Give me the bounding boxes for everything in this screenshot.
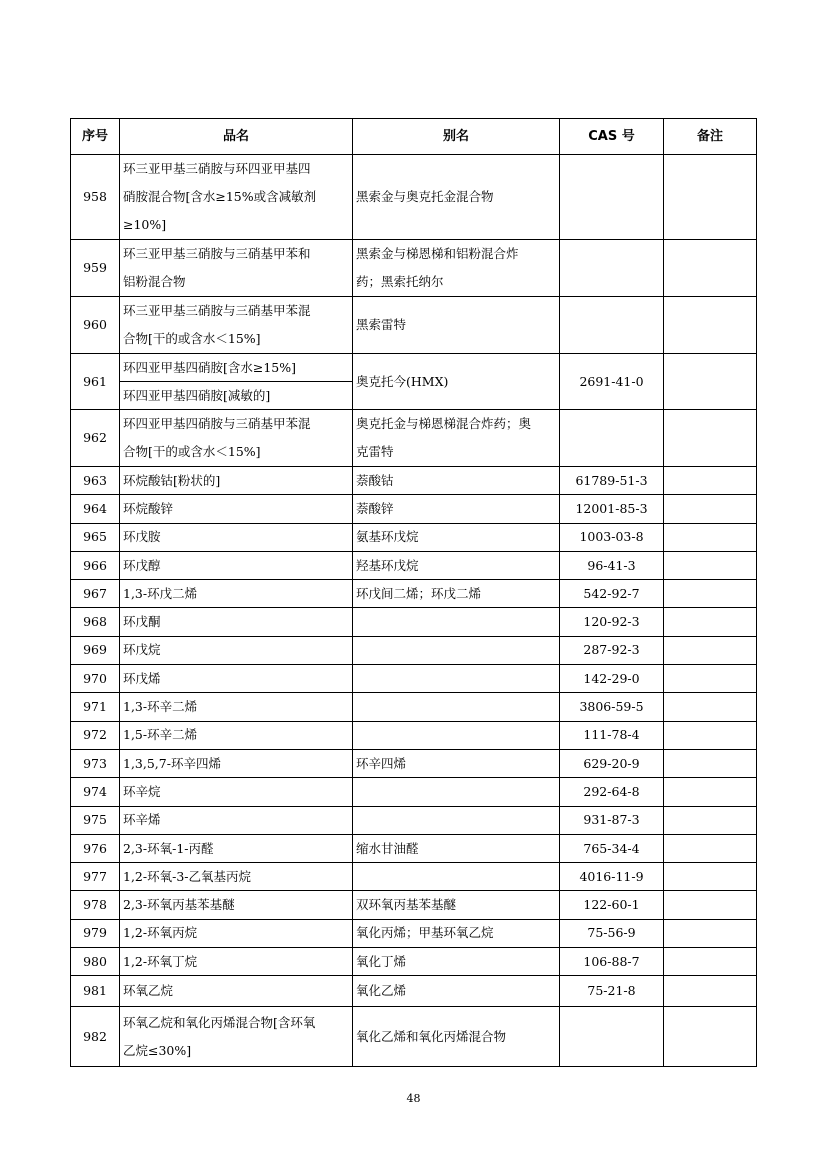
cell-name-line: 环氧乙烷和氧化丙烯混合物[含环氧: [123, 1014, 316, 1030]
table-row: [71, 721, 757, 749]
cell-serial: 971: [71, 693, 120, 721]
cell-name-line: 环四亚甲基四硝胺与三硝基甲苯混: [123, 416, 311, 431]
cell-note: [664, 495, 757, 523]
cell-name-line: 乙烷≤30%]: [123, 1042, 192, 1058]
cell-alias: [353, 665, 560, 693]
cell-name: 2,3-环氧丙基苯基醚: [120, 891, 353, 919]
cell-alias: 氨基环戊烷: [353, 523, 560, 551]
cell-note: [664, 749, 757, 777]
cell-note: [664, 863, 757, 891]
table-body: [71, 155, 757, 1067]
cell-alias: 氧化乙烯: [353, 976, 560, 1007]
cell-name: 1,2-环氧丙烷: [120, 919, 353, 947]
cell-cas: 629-20-9: [560, 749, 664, 777]
cell-name-line: 硝胺混合物[含水≥15%或含减敏剂: [123, 189, 317, 204]
table-row: [71, 778, 757, 806]
cell-cas: [560, 240, 664, 297]
table-row: [71, 665, 757, 693]
cell-note: [664, 551, 757, 579]
table-row: [71, 863, 757, 891]
cell-serial: 967: [71, 580, 120, 608]
cell-name: 1,3-环戊二烯: [120, 580, 353, 608]
cell-name: [120, 297, 353, 354]
cell-serial: 960: [71, 297, 120, 354]
header-name: 品名: [120, 119, 353, 155]
cell-name: 环戊烯: [120, 665, 353, 693]
cell-alias: [353, 240, 560, 297]
cell-note: [664, 778, 757, 806]
cell-alias-line: 黑索雷特: [356, 317, 407, 332]
cell-alias: [353, 297, 560, 354]
cell-name: 环戊酮: [120, 608, 353, 636]
cell-note: [664, 523, 757, 551]
table-row: [71, 834, 757, 862]
cell-serial: 980: [71, 948, 120, 976]
cell-serial: 958: [71, 155, 120, 240]
cell-serial: 961: [71, 354, 120, 410]
chemical-table: [70, 118, 757, 1067]
cell-note: [664, 240, 757, 297]
cell-alias: 萘酸锌: [353, 495, 560, 523]
cell-note: [664, 919, 757, 947]
cell-cas: 765-34-4: [560, 834, 664, 862]
cell-alias: 缩水甘油醛: [353, 834, 560, 862]
cell-serial: 977: [71, 863, 120, 891]
cell-name: 环四亚甲基四硝胺[减敏的]: [120, 382, 353, 410]
table-row: [71, 891, 757, 919]
cell-cas: [560, 1007, 664, 1067]
cell-alias: 氧化丙烯；甲基环氧乙烷: [353, 919, 560, 947]
cell-note: [664, 806, 757, 834]
table-row: [71, 297, 757, 354]
table-row: [71, 551, 757, 579]
cell-name: 环烷酸钴[粉状的]: [120, 467, 353, 495]
table-row: [71, 976, 757, 1007]
cell-note: [664, 608, 757, 636]
cell-cas: 287-92-3: [560, 636, 664, 664]
cell-serial: 976: [71, 834, 120, 862]
cell-name: [120, 1007, 353, 1067]
header-note: 备注: [664, 119, 757, 155]
header-cas: CAS 号: [560, 119, 664, 155]
cell-alias-line: 黑索金与梯恩梯和铝粉混合炸: [356, 246, 519, 261]
cell-serial: 962: [71, 410, 120, 467]
cell-note: [664, 410, 757, 467]
cell-serial: 966: [71, 551, 120, 579]
cell-alias: 羟基环戊烷: [353, 551, 560, 579]
table-row: [71, 240, 757, 297]
cell-note: [664, 693, 757, 721]
cell-name: 环戊烷: [120, 636, 353, 664]
cell-note: [664, 948, 757, 976]
cell-cas: 12001-85-3: [560, 495, 664, 523]
cell-name-line: 铝粉混合物: [123, 274, 186, 289]
cell-cas: 111-78-4: [560, 721, 664, 749]
cell-name: 1,5-环辛二烯: [120, 721, 353, 749]
cell-note: [664, 976, 757, 1007]
cell-name: [120, 410, 353, 467]
cell-name: 环戊醇: [120, 551, 353, 579]
table-row: [71, 608, 757, 636]
cell-note: [664, 155, 757, 240]
cell-serial: 963: [71, 467, 120, 495]
cell-name-line: 环三亚甲基三硝胺与三硝基甲苯混: [123, 303, 311, 318]
cell-serial: 964: [71, 495, 120, 523]
cell-cas: 75-56-9: [560, 919, 664, 947]
cell-name: 1,2-环氧丁烷: [120, 948, 353, 976]
cell-cas: 142-29-0: [560, 665, 664, 693]
cell-alias: [353, 693, 560, 721]
cell-cas: 292-64-8: [560, 778, 664, 806]
cell-name-line: 合物[干的或含水＜15%]: [123, 331, 261, 346]
cell-note: [664, 354, 757, 410]
cell-name-line: 合物[干的或含水＜15%]: [123, 444, 261, 459]
table-row: [71, 495, 757, 523]
cell-cas: 96-41-3: [560, 551, 664, 579]
cell-cas: 931-87-3: [560, 806, 664, 834]
cell-name: 1,3-环辛二烯: [120, 693, 353, 721]
cell-alias-line: 药；黑索托纳尔: [356, 274, 444, 289]
cell-note: [664, 297, 757, 354]
cell-serial: 981: [71, 976, 120, 1007]
cell-alias-line: 奥克托金与梯恩梯混合炸药；奥: [356, 416, 532, 431]
cell-name: 2,3-环氧-1-丙醛: [120, 834, 353, 862]
cell-serial: 975: [71, 806, 120, 834]
cell-name: 环四亚甲基四硝胺[含水≥15%]: [120, 354, 353, 382]
cell-alias: 奥克托今(HMX): [353, 354, 560, 410]
cell-serial: 973: [71, 749, 120, 777]
cell-alias-line: 黑索金与奥克托金混合物: [356, 189, 494, 204]
table-row: [71, 467, 757, 495]
cell-alias: [353, 608, 560, 636]
cell-alias: [353, 1007, 560, 1067]
cell-alias-line: 克雷特: [356, 444, 394, 459]
cell-note: [664, 467, 757, 495]
cell-name-line: 环三亚甲基三硝胺与三硝基甲苯和: [123, 246, 311, 261]
cell-serial: 969: [71, 636, 120, 664]
cell-alias: 萘酸钴: [353, 467, 560, 495]
cell-cas: 1003-03-8: [560, 523, 664, 551]
cell-note: [664, 636, 757, 664]
cell-alias: [353, 806, 560, 834]
table-row: [71, 919, 757, 947]
cell-name: 环辛烯: [120, 806, 353, 834]
cell-cas: 61789-51-3: [560, 467, 664, 495]
cell-name: 环烷酸锌: [120, 495, 353, 523]
cell-serial: 982: [71, 1007, 120, 1067]
cell-serial: 968: [71, 608, 120, 636]
cell-name: 1,3,5,7-环辛四烯: [120, 749, 353, 777]
cell-serial: 972: [71, 721, 120, 749]
cell-note: [664, 580, 757, 608]
cell-note: [664, 665, 757, 693]
cell-name: 环氧乙烷: [120, 976, 353, 1007]
cell-cas: 106-88-7: [560, 948, 664, 976]
cell-alias: 双环氧丙基苯基醚: [353, 891, 560, 919]
cell-cas: [560, 297, 664, 354]
cell-alias: 环戊间二烯；环戊二烯: [353, 580, 560, 608]
cell-cas: 120-92-3: [560, 608, 664, 636]
table-row: [71, 693, 757, 721]
cell-cas: [560, 410, 664, 467]
cell-serial: 965: [71, 523, 120, 551]
cell-name: 1,2-环氧-3-乙氧基丙烷: [120, 863, 353, 891]
cell-alias: 环辛四烯: [353, 749, 560, 777]
cell-alias: [353, 721, 560, 749]
cell-name-line: 环三亚甲基三硝胺与环四亚甲基四: [123, 161, 311, 176]
table-row: [71, 523, 757, 551]
table-header-row: [71, 119, 757, 155]
table-row: [71, 749, 757, 777]
header-alias: 别名: [353, 119, 560, 155]
cell-alias-line: 氧化乙烯和氧化丙烯混合物: [356, 1028, 507, 1044]
cell-cas: 542-92-7: [560, 580, 664, 608]
cell-name: 环戊胺: [120, 523, 353, 551]
table-row: [71, 636, 757, 664]
table-row: [71, 1007, 757, 1067]
cell-serial: 978: [71, 891, 120, 919]
cell-cas: 122-60-1: [560, 891, 664, 919]
cell-note: [664, 891, 757, 919]
cell-cas: 75-21-8: [560, 976, 664, 1007]
cell-alias: [353, 636, 560, 664]
table-row: [71, 580, 757, 608]
cell-alias: [353, 155, 560, 240]
cell-serial: 959: [71, 240, 120, 297]
table-row: [71, 155, 757, 240]
cell-name-line: ≥10%]: [123, 217, 167, 232]
cell-name: [120, 155, 353, 240]
table-row: [71, 948, 757, 976]
cell-alias: [353, 410, 560, 467]
cell-alias: 氧化丁烯: [353, 948, 560, 976]
cell-cas: 4016-11-9: [560, 863, 664, 891]
cell-cas: [560, 155, 664, 240]
cell-note: [664, 834, 757, 862]
cell-name: 环辛烷: [120, 778, 353, 806]
cell-alias: [353, 863, 560, 891]
cell-alias: [353, 778, 560, 806]
header-serial: 序号: [71, 119, 120, 155]
cell-serial: 974: [71, 778, 120, 806]
table-row: [71, 354, 757, 382]
cell-note: [664, 1007, 757, 1067]
cell-serial: 970: [71, 665, 120, 693]
table-row: [71, 410, 757, 467]
page-number: 48: [406, 1092, 421, 1105]
cell-cas: 3806-59-5: [560, 693, 664, 721]
cell-cas: 2691-41-0: [560, 354, 664, 410]
table-row: [71, 806, 757, 834]
cell-name: [120, 240, 353, 297]
cell-serial: 979: [71, 919, 120, 947]
cell-note: [664, 721, 757, 749]
